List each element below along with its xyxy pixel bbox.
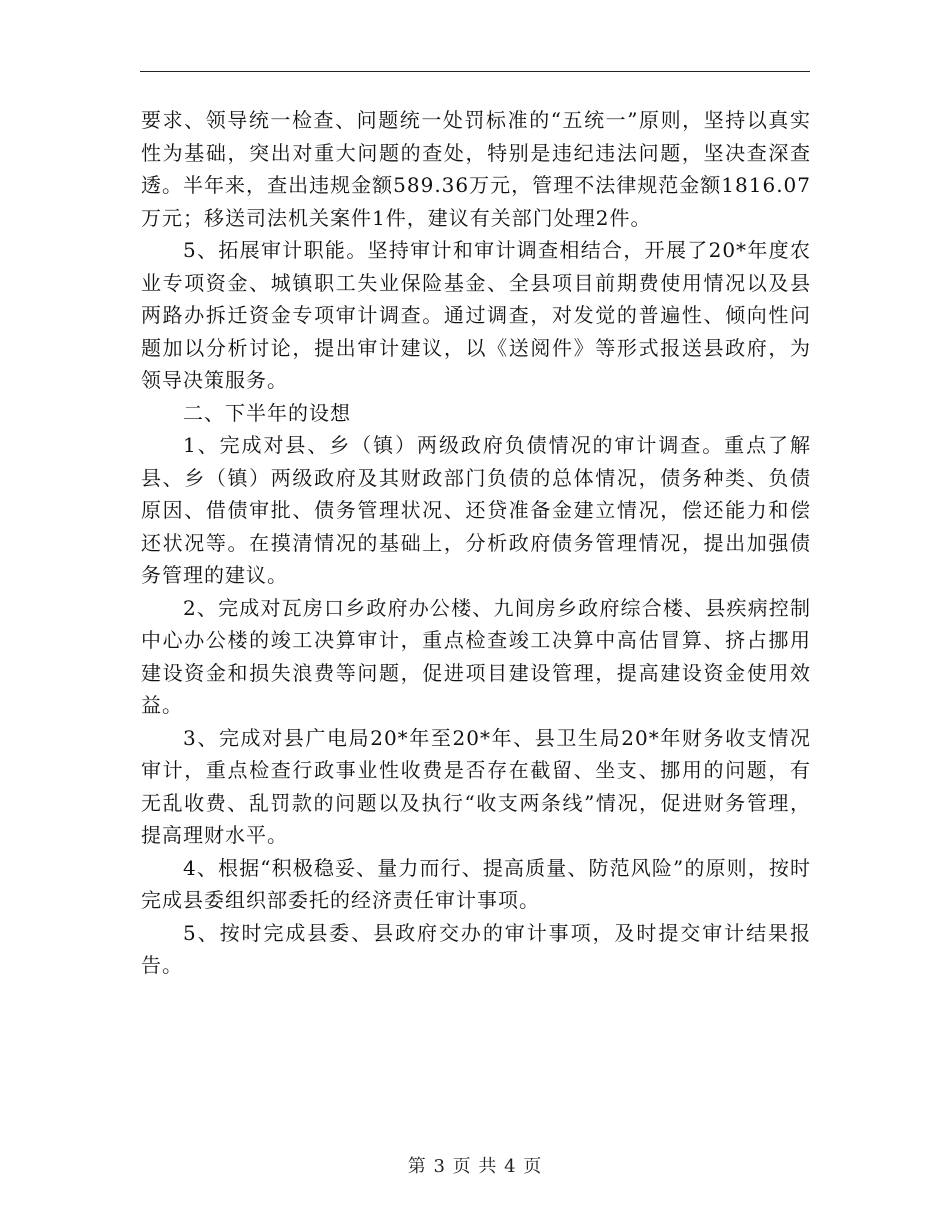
header-rule	[140, 71, 810, 72]
paragraph-continuation: 要求、领导统一检查、问题统一处罚标准的“五统一”原则，坚持以真实性为基础，突出对重大问题的查处，特别是违纪违法问题，坚决查深查透。半年来，查出违规金额589.36万元，管理不法律规范金额1816.07万元；移送司法机关案件1件，建议有关部门处理2件。	[141, 108, 811, 230]
paragraph-plan-1: 1、完成对县、乡（镇）两级政府负债情况的审计调查。重点了解县、乡（镇）两级政府及其财政部门负债的总体情况，债务种类、负债原因、借债审批、债务管理状况、还贷准备金建立情况，偿还能力和偿还状况等。在摸清情况的基础上，分析政府债务管理情况，提出加强债务管理的建议。	[141, 433, 811, 587]
paragraph-plan-5: 5、按时完成县委、县政府交办的审计事项，及时提交审计结果报告。	[141, 920, 811, 977]
document-body	[141, 104, 811, 982]
page-number-footer: 第 3 页 共 4 页	[407, 1156, 543, 1177]
paragraph-plan-3: 3、完成对县广电局20*年至20*年、县卫生局20*年财务收支情况审计，重点检查行政事业性收费是否存在截留、坐支、挪用的问题，有无乱收费、乱罚款的问题以及执行“收支两条线”情况，促进财务管理，提高理财水平。	[141, 725, 811, 847]
paragraph-plan-4: 4、根据“积极稳妥、量力而行、提高质量、防范风险”的原则，按时完成县委组织部委托的经济责任审计事项。	[141, 855, 811, 912]
paragraph-item-5-expand-audit: 5、拓展审计职能。坚持审计和审计调查相结合，开展了20*年度农业专项资金、城镇职工失业保险基金、全县项目前期费使用情况以及县两路办拆迁资金专项审计调查。通过调查，对发觉的普遍性、倾向性问题加以分析讨论，提出审计建议，以《送阅件》等形式报送县政府，为领导决策服务。	[141, 238, 811, 392]
paragraph-plan-2: 2、完成对瓦房口乡政府办公楼、九间房乡政府综合楼、县疾病控制中心办公楼的竣工决算审计，重点检查竣工决算中高估冒算、挤占挪用建设资金和损失浪费等问题，促进项目建设管理，提高建设资金使用效益。	[141, 595, 811, 717]
section-heading: 二、下半年的设想	[183, 400, 351, 425]
